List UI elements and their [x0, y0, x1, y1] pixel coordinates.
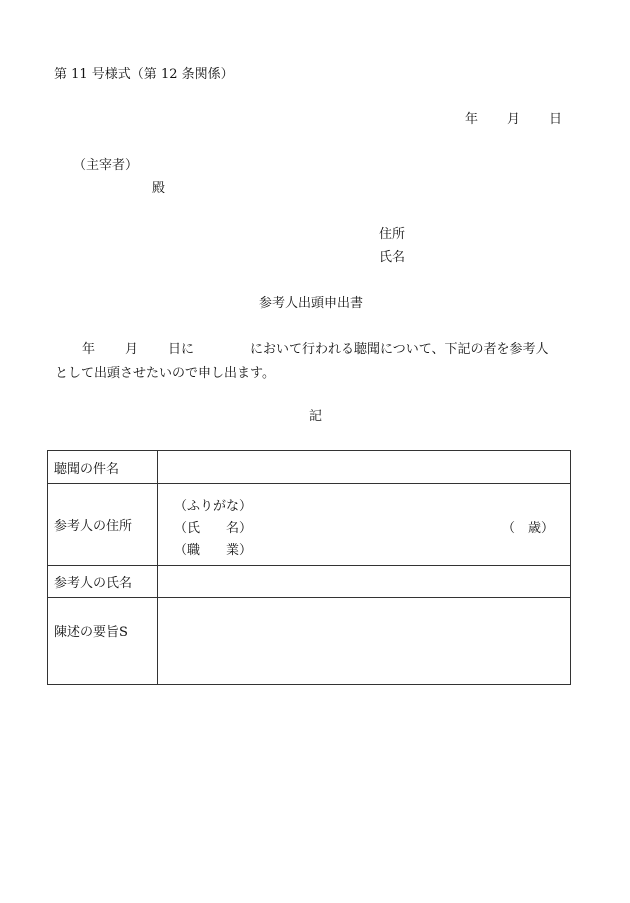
furigana-label: （ふりがな） — [174, 498, 253, 514]
table-row — [48, 598, 571, 685]
applicant-address-label: 住所 — [379, 227, 406, 242]
table-row — [48, 484, 571, 566]
age-label: （ 歳） — [501, 520, 554, 536]
date-month-label: 月 — [507, 112, 521, 127]
statement-summary-label: 陳述の要旨S — [48, 598, 158, 685]
addressee-org: （主宰者） — [73, 158, 139, 173]
occupation-label: （職 業） — [174, 542, 253, 558]
body-day: 日に — [168, 342, 195, 357]
body-line-1 — [82, 343, 549, 356]
reference-name-label: 参考人の氏名 — [48, 566, 158, 598]
statement-summary-field[interactable] — [158, 598, 571, 685]
date-line — [465, 113, 562, 126]
body-line-1-rest: において行われる聴聞について、下記の者を参考人 — [250, 342, 549, 357]
body-line-2: として出頭させたいので申し出ます。 — [55, 366, 275, 381]
reference-details-field[interactable] — [158, 484, 571, 566]
form-number: 第 11 号様式（第 12 条関係） — [54, 67, 234, 82]
hearing-subject-label: 聴聞の件名 — [48, 451, 158, 484]
applicant-name-label: 氏名 — [379, 250, 406, 265]
reference-name-field[interactable] — [158, 566, 571, 598]
body-month: 月 — [125, 342, 139, 357]
table-row — [48, 451, 571, 484]
addressee-honorific: 殿 — [152, 181, 166, 196]
date-day-label: 日 — [549, 112, 563, 127]
name-label: （氏 名） — [174, 520, 253, 536]
reference-address-label: 参考人の住所 — [48, 484, 158, 566]
document-title: 参考人出頭申出書 — [259, 296, 364, 311]
table-row — [48, 566, 571, 598]
form-table — [47, 450, 571, 685]
hearing-subject-field[interactable] — [158, 451, 571, 484]
body-year: 年 — [82, 342, 96, 357]
date-year-label: 年 — [465, 112, 479, 127]
ki-heading: 記 — [309, 409, 323, 424]
